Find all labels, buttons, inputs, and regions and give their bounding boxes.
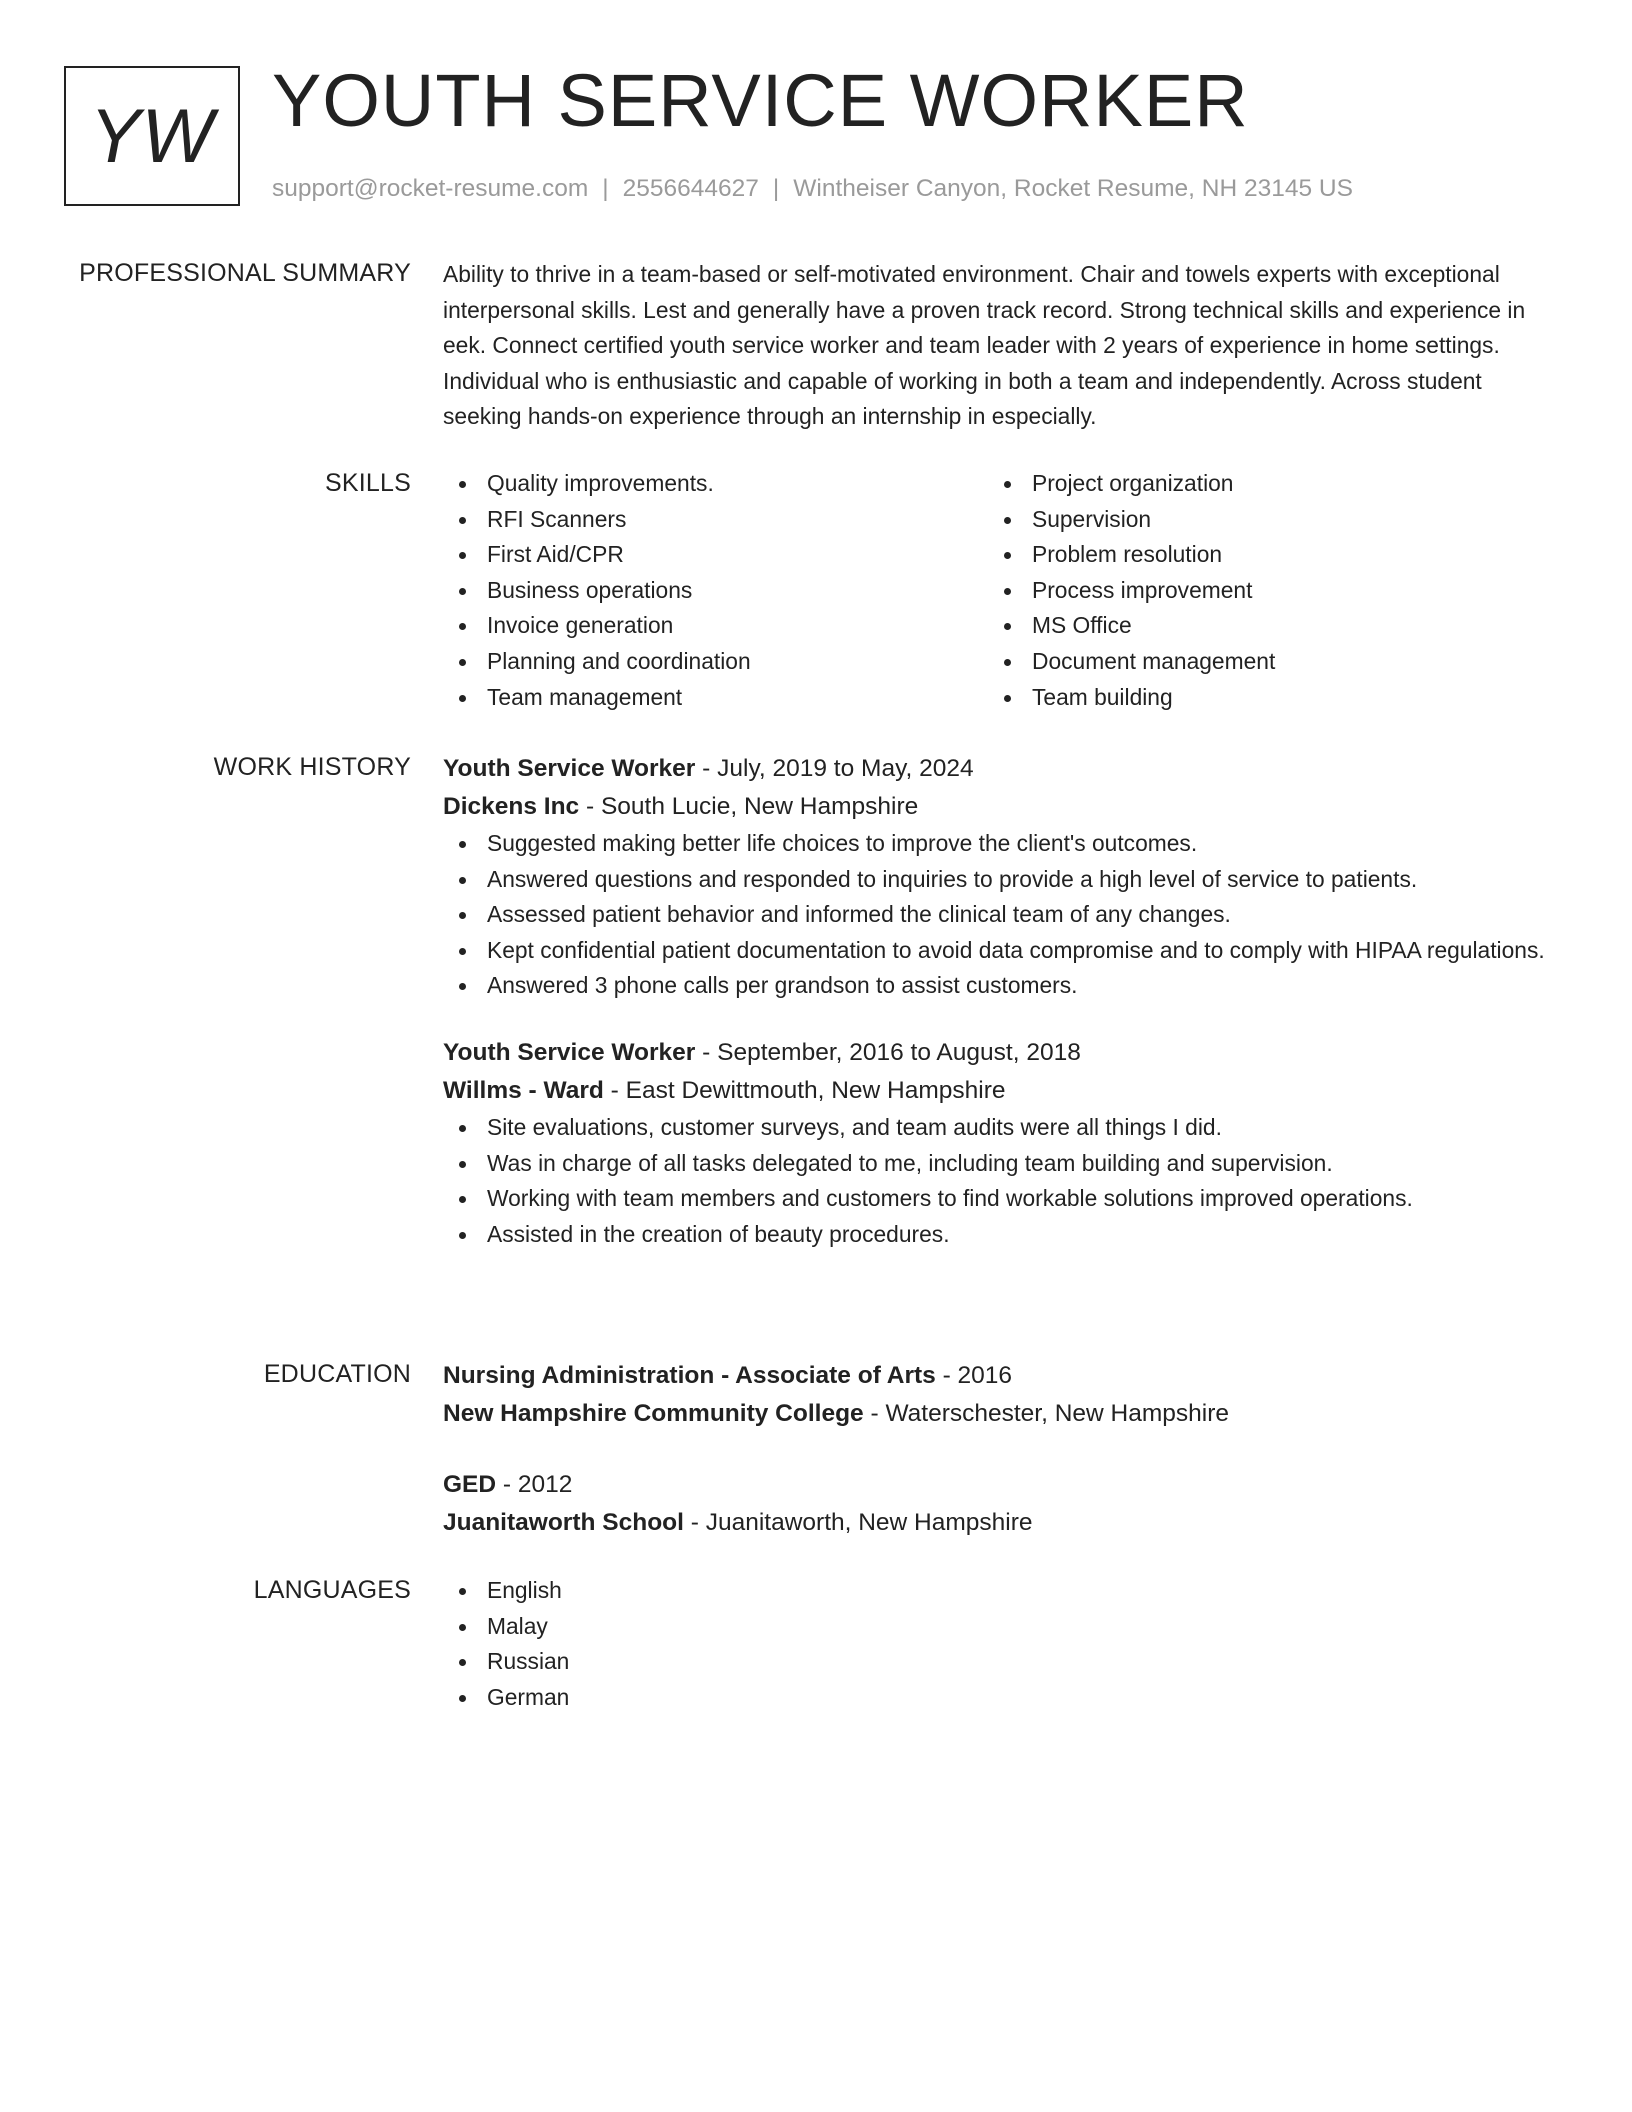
job-company-line	[443, 1072, 1553, 1110]
summary-text: Ability to thrive in a team-based or self-motivated environment. Chair and towels experts with exceptional interpersonal skills. Lest and generally have a proven track record. Strong technical skills and experience in eek. Connect certified youth service worker and team leader with 2 years of experience in home settings. Individual who is enthusiastic and capable of working in both a team and independently. Across student seeking hands-on experience through an internship in especially.	[443, 261, 1526, 430]
language-item: English	[443, 1573, 1553, 1609]
work-history-body	[443, 750, 1553, 1252]
job-bullet: Assisted in the creation of beauty procedures.	[443, 1217, 1553, 1253]
skill-item: Quality improvements.	[443, 466, 988, 502]
job-company: Dickens Inc	[443, 793, 580, 820]
skills-list-right	[988, 466, 1533, 715]
skill-item: Planning and coordination	[443, 644, 988, 680]
skill-item: Team building	[988, 680, 1533, 716]
education-location: - Waterschester, New Hampshire	[863, 1400, 1230, 1427]
skill-item: Invoice generation	[443, 608, 988, 644]
language-item: German	[443, 1680, 1553, 1716]
job-title-line	[443, 1034, 1553, 1072]
summary-body	[443, 257, 1553, 435]
job-bullet: Answered 3 phone calls per grandson to assist customers.	[443, 968, 1553, 1004]
job-title: Youth Service Worker	[443, 1038, 696, 1066]
section-label-skills: SKILLS	[325, 469, 411, 497]
job-bullet-list	[443, 1110, 1553, 1252]
contact-separator: |	[602, 175, 609, 202]
job-bullet: Suggested making better life choices to improve the client's outcomes.	[443, 826, 1553, 862]
contact-address: Wintheiser Canyon, Rocket Resume, NH 23145 US	[793, 175, 1353, 202]
education-degree: Nursing Administration - Associate of Arts	[443, 1362, 936, 1389]
skill-item: RFI Scanners	[443, 502, 988, 538]
education-school: New Hampshire Community College	[443, 1400, 864, 1427]
skill-item: Project organization	[988, 466, 1533, 502]
job-entry	[443, 1034, 1553, 1252]
education-entry	[443, 1357, 1553, 1433]
job-bullet: Was in charge of all tasks delegated to me, including team building and supervision.	[443, 1146, 1553, 1182]
skill-item: Business operations	[443, 573, 988, 609]
skill-item: Problem resolution	[988, 537, 1533, 573]
language-item: Russian	[443, 1644, 1553, 1680]
education-location: - Juanitaworth, New Hampshire	[683, 1509, 1033, 1536]
job-dates: - July, 2019 to May, 2024	[695, 755, 974, 782]
skill-item: Process improvement	[988, 573, 1533, 609]
job-bullet-list	[443, 826, 1553, 1004]
job-location: - East Dewittmouth, New Hampshire	[603, 1076, 1006, 1104]
education-body	[443, 1357, 1553, 1542]
section-label-languages: LANGUAGES	[253, 1576, 411, 1604]
education-year: - 2016	[935, 1362, 1013, 1389]
section-label-work-history: WORK HISTORY	[213, 753, 411, 781]
contact-separator: |	[772, 175, 780, 202]
contact-line	[272, 172, 1353, 206]
skill-item: Team management	[443, 680, 988, 716]
section-label-summary: PROFESSIONAL SUMMARY	[79, 259, 411, 287]
job-bullet: Answered questions and responded to inquiries to provide a high level of service to patients.	[443, 862, 1553, 898]
job-dates: - September, 2016 to August, 2018	[695, 1038, 1081, 1066]
skill-item: First Aid/CPR	[443, 537, 988, 573]
languages-list	[443, 1573, 1553, 1715]
education-degree-line	[443, 1466, 1553, 1504]
job-bullet: Site evaluations, customer surveys, and team audits were all things I did.	[443, 1110, 1553, 1146]
skill-item: Supervision	[988, 502, 1533, 538]
job-entry	[443, 750, 1553, 1004]
monogram-box	[64, 66, 240, 206]
job-company: Willms - Ward	[443, 1076, 604, 1104]
languages-body	[443, 1573, 1553, 1715]
education-school-line	[443, 1395, 1553, 1433]
contact-phone: 2556644627	[622, 175, 759, 202]
resume-title: YOUTH SERVICE WORKER	[272, 59, 1249, 142]
skills-column-left	[443, 466, 988, 715]
skills-grid	[443, 466, 1553, 715]
job-title: Youth Service Worker	[443, 755, 696, 782]
education-year: - 2012	[496, 1471, 573, 1498]
education-school-line	[443, 1504, 1553, 1542]
contact-email: support@rocket-resume.com	[272, 175, 589, 202]
language-item: Malay	[443, 1609, 1553, 1645]
skills-column-right	[988, 466, 1533, 715]
education-degree-line	[443, 1357, 1553, 1395]
job-location: - South Lucie, New Hampshire	[579, 793, 919, 820]
job-bullet: Assessed patient behavior and informed the clinical team of any changes.	[443, 897, 1553, 933]
skills-list-left	[443, 466, 988, 715]
education-school: Juanitaworth School	[443, 1509, 684, 1536]
monogram-initials: YW	[89, 93, 215, 179]
skills-body	[443, 466, 1553, 715]
job-company-line	[443, 788, 1553, 826]
skill-item: Document management	[988, 644, 1533, 680]
job-title-line	[443, 750, 1553, 788]
section-label-education: EDUCATION	[263, 1360, 411, 1388]
job-bullet: Kept confidential patient documentation to avoid data compromise and to comply with HIPAA regulations.	[443, 933, 1553, 969]
skill-item: MS Office	[988, 608, 1533, 644]
education-entry	[443, 1466, 1553, 1542]
education-degree: GED	[443, 1471, 497, 1498]
job-bullet: Working with team members and customers to find workable solutions improved operations.	[443, 1181, 1553, 1217]
